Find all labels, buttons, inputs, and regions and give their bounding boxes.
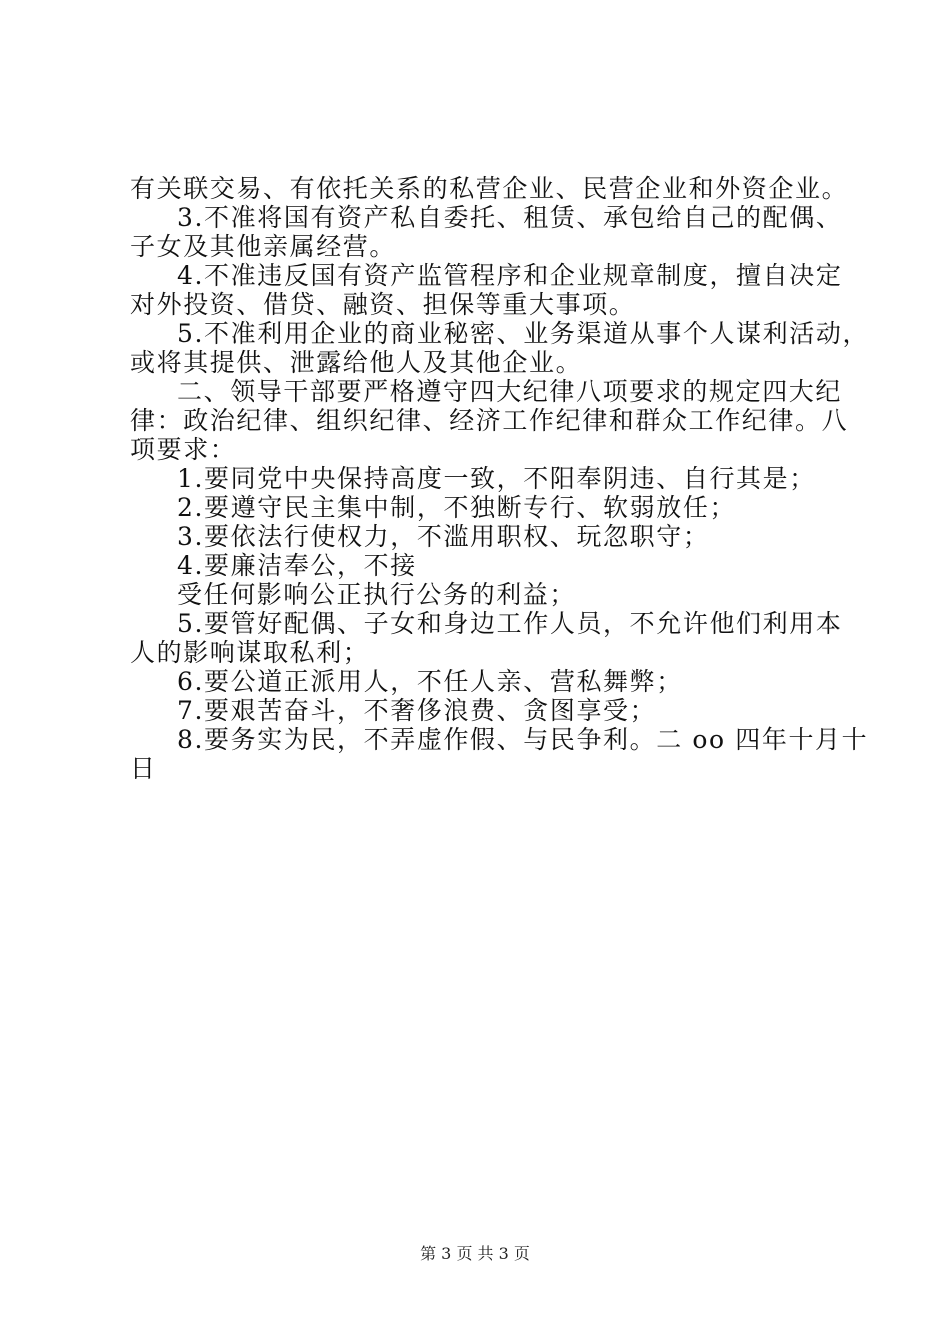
text-line: 律：政治纪律、组织纪律、经济工作纪律和群众工作纪律。八	[130, 406, 849, 435]
text-line: 项要求：	[130, 435, 237, 464]
text-line: 日	[130, 754, 157, 783]
page-number: 第 3 页 共 3 页	[420, 1244, 530, 1263]
text-line: 3.不准将国有资产私自委托、租赁、承包给自己的配偶、	[177, 203, 843, 232]
text-line: 有关联交易、有依托关系的私营企业、民营企业和外资企业。	[130, 174, 849, 203]
text-line: 子女及其他亲属经营。	[130, 232, 397, 261]
list-item: 1.要同党中央保持高度一致，不阳奉阴违、自行其是；	[177, 464, 816, 493]
text-line: 或将其提供、泄露给他人及其他企业。	[130, 348, 583, 377]
list-item: 8.要务实为民，不弄虚作假、与民争利。二 oo 四年十月十	[177, 725, 869, 754]
list-item: 2.要遵守民主集中制，不独断专行、软弱放任；	[177, 493, 737, 522]
list-item: 6.要公道正派用人，不任人亲、营私舞弊；	[177, 667, 683, 696]
list-item: 5.要管好配偶、子女和身边工作人员，不允许他们利用本	[177, 609, 843, 638]
section-heading-line: 二、领导干部要严格遵守四大纪律八项要求的规定四大纪	[177, 377, 843, 406]
text-line: 4.不准违反国有资产监管程序和企业规章制度，擅自决定	[177, 261, 843, 290]
text-line: 5.不准利用企业的商业秘密、业务渠道从事个人谋利活动，	[177, 319, 870, 348]
list-item: 3.要依法行使权力，不滥用职权、玩忽职守；	[177, 522, 710, 551]
list-item: 4.要廉洁奉公，不接	[177, 551, 417, 580]
text-line: 受任何影响公正执行公务的利益；	[177, 580, 577, 609]
text-line: 人的影响谋取私利；	[130, 638, 370, 667]
text-line: 对外投资、借贷、融资、担保等重大事项。	[130, 290, 636, 319]
document-body	[130, 174, 870, 783]
list-item: 7.要艰苦奋斗，不奢侈浪费、贪图享受；	[177, 696, 657, 725]
